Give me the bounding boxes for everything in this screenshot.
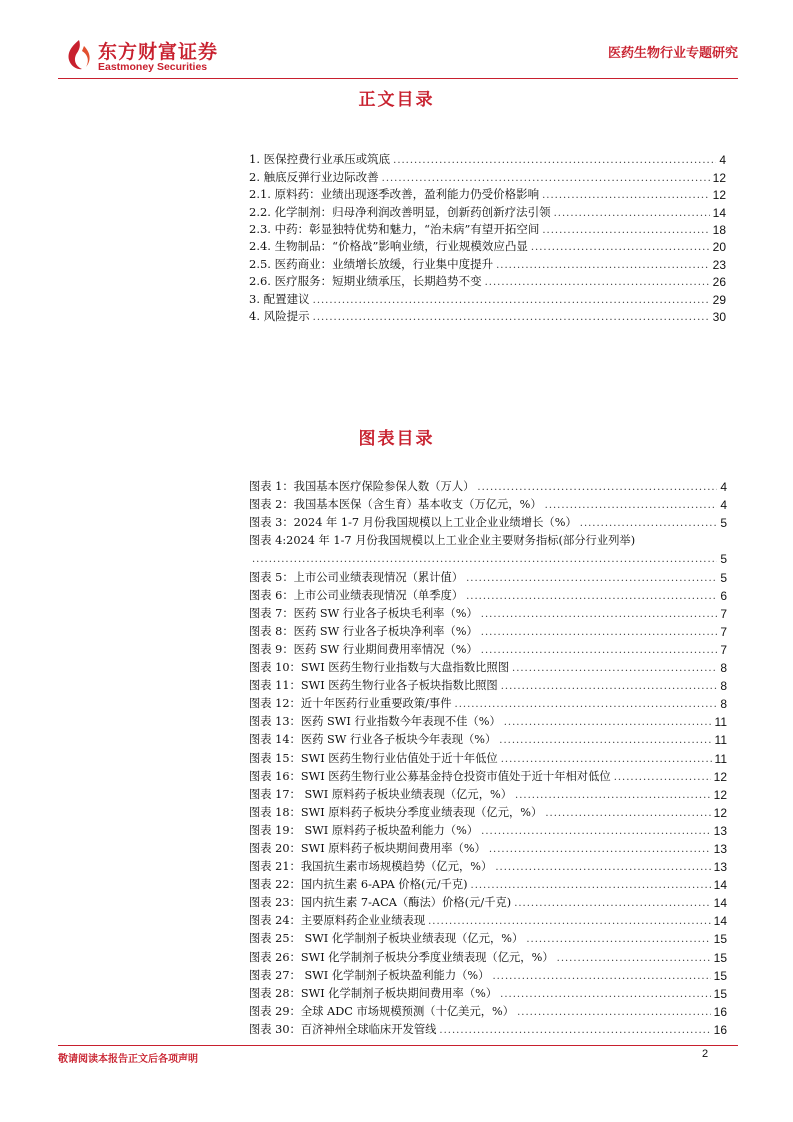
entry-page-number: 5: [720, 516, 727, 531]
entry-page-number: 11: [714, 751, 727, 766]
leader-dots: [455, 699, 718, 711]
entry-page-number: 13: [713, 841, 727, 856]
entry-page-number: 12: [712, 188, 726, 203]
entry-label: 图表 16：SWI 医药生物行业公募基金持仓投资市值处于近十年相对低位: [249, 769, 611, 783]
entry-label: 图表 19： SWI 原料药子板块盈利能力（%）: [249, 823, 479, 837]
entry-page-number: 4: [719, 153, 726, 168]
entry-label: 图表 22：国内抗生素 6-APA 价格(元/千克): [249, 878, 468, 892]
entry-page-number: 20: [712, 240, 726, 255]
entry-label: 图表 2：我国基本医保（含生育）基本收支（万亿元，%）: [249, 498, 542, 512]
figure-entry[interactable]: [249, 983, 727, 1001]
contents-entry[interactable]: [249, 307, 726, 324]
entry-label: 图表 14：医药 SW 行业各子板块今年表现（%）: [249, 733, 497, 747]
leader-dots: [477, 482, 717, 494]
figure-entry[interactable]: [249, 494, 727, 512]
page-number: 2: [702, 1048, 709, 1060]
figure-entry[interactable]: [249, 928, 727, 946]
entry-label: 图表 30：百济神州全球临床开发管线: [249, 1022, 437, 1036]
figure-entry[interactable]: [249, 946, 727, 964]
entry-label: 4. 风险提示: [249, 308, 310, 323]
leader-dots: [512, 663, 717, 675]
entry-page-number: 8: [720, 697, 727, 712]
leader-dots: [554, 208, 710, 220]
entry-page-number: 29: [712, 292, 726, 307]
leader-dots: [514, 898, 710, 910]
figure-entry[interactable]: [249, 639, 727, 657]
entry-page-number: 4: [720, 480, 727, 495]
entry-label: 2.3. 中药：彰显独特优势和魅力，“治未病”有望开拓空间: [249, 221, 540, 236]
entry-label: 图表 4:2024 年 1-7 月份我国规模以上工业企业主要财务指标(部分行业列举): [249, 534, 636, 548]
entry-page-number: 11: [714, 715, 727, 730]
entry-page-number: 8: [720, 679, 727, 694]
leader-dots: [481, 627, 718, 639]
leader-dots: [489, 844, 711, 856]
leader-dots: [495, 862, 710, 874]
entry-page-number: 12: [713, 805, 727, 820]
leader-dots: [545, 500, 718, 512]
figure-entry[interactable]: [249, 784, 727, 802]
entry-page-number: 14: [713, 914, 727, 929]
entry-label: 2. 触底反弹行业边际改善: [249, 169, 379, 184]
leader-dots: [517, 1007, 711, 1019]
figure-entry[interactable]: [249, 838, 727, 856]
entry-label: 图表 26：SWI 化学制剂子板块分季度业绩表现（亿元，%）: [249, 950, 554, 964]
figure-entry[interactable]: [249, 530, 727, 548]
entry-page-number: 23: [712, 257, 726, 272]
entry-label: 图表 25： SWI 化学制剂子板块业绩表现（亿元，%）: [249, 932, 524, 946]
figure-entry[interactable]: [249, 603, 727, 621]
figure-entry[interactable]: [249, 802, 727, 820]
entry-label: 图表 17： SWI 原料药子板块业绩表现（亿元，%）: [249, 787, 513, 801]
figures-title: 图表目录: [358, 429, 435, 449]
entry-label: 图表 15：SWI 医药生物行业估值处于近十年低位: [249, 751, 498, 765]
leader-dots: [504, 717, 712, 729]
leader-dots: [515, 790, 711, 802]
entry-label: 图表 1：我国基本医疗保险参保人数（万人）: [249, 480, 475, 494]
entry-page-number: 16: [713, 1004, 727, 1019]
leader-dots: [382, 173, 710, 185]
report-type-label: 医药生物行业专题研究: [607, 46, 738, 61]
entry-label: 图表 18：SWI 原料药子板块分季度业绩表现（亿元，%）: [249, 805, 543, 819]
figure-entry[interactable]: [249, 476, 727, 494]
contents-entry[interactable]: [249, 237, 726, 254]
contents-entry[interactable]: [249, 272, 726, 289]
entry-label: 图表 23：国内抗生素 7-ACA（酶法）价格(元/千克): [249, 896, 512, 910]
entry-page-number: 14: [712, 205, 726, 220]
contents-entry[interactable]: [249, 289, 726, 306]
leader-dots: [485, 277, 710, 289]
figure-entry[interactable]: [249, 910, 727, 928]
leader-dots: [580, 518, 718, 530]
figure-entry[interactable]: [249, 711, 727, 729]
entry-label: 2.4. 生物制品：“价格战”影响业绩，行业规模效应凸显: [249, 239, 528, 254]
figure-entry[interactable]: [249, 1019, 727, 1037]
leader-dots: [481, 609, 718, 621]
entry-page-number: 6: [720, 588, 727, 603]
leader-dots: [428, 916, 711, 928]
leader-dots: [500, 989, 710, 1001]
figure-entry[interactable]: [249, 892, 727, 910]
entry-label: 2.1. 原料药：业绩出现逐季改善，盈利能力仍受价格影响: [249, 187, 540, 202]
contents-entry[interactable]: [249, 167, 726, 184]
leader-dots: [313, 295, 710, 307]
entry-page-number: 4: [720, 498, 727, 513]
entry-page-number: 15: [713, 986, 727, 1001]
entry-label: 图表 24：主要原料药企业业绩表现: [249, 914, 426, 928]
entry-label: 1. 医保控费行业承压或筑底: [249, 152, 391, 167]
entry-label: 图表 8：医药 SW 行业各子板块净利率（%）: [249, 624, 478, 638]
leader-dots: [542, 190, 710, 202]
entry-page-number: 18: [712, 222, 726, 237]
entry-page-number: 15: [713, 950, 727, 965]
leader-dots: [481, 826, 710, 838]
figure-entry[interactable]: [249, 766, 727, 784]
leader-dots: [496, 260, 710, 272]
footer-divider: [58, 1045, 738, 1046]
entry-label: 图表 28：SWI 化学制剂子板块期间费用率（%）: [249, 986, 498, 1000]
footer-disclaimer: 敬请阅读本报告正文后各项声明: [58, 1054, 198, 1065]
page-header: [58, 34, 738, 78]
figure-entry[interactable]: [249, 1001, 727, 1019]
leader-dots: [499, 735, 711, 747]
entry-label: 图表 7：医药 SW 行业各子板块毛利率（%）: [249, 606, 478, 620]
header-divider: [58, 78, 738, 79]
entry-page-number: 7: [720, 642, 727, 657]
leader-dots: [466, 591, 717, 603]
entry-page-number: 26: [712, 275, 726, 290]
contents-list: [249, 150, 726, 324]
leader-dots: [557, 953, 711, 965]
leader-dots: [545, 808, 710, 820]
entry-page-number: 15: [713, 932, 727, 947]
entry-label: 图表 12：近十年医药行业重要政策/事件: [249, 697, 452, 711]
entry-label: 图表 9：医药 SW 行业期间费用率情况（%）: [249, 642, 478, 656]
figure-entry[interactable]: [249, 729, 727, 747]
leader-dots: [481, 645, 718, 657]
contents-entry[interactable]: [249, 220, 726, 237]
contents-entry[interactable]: [249, 150, 726, 167]
entry-label: 图表 6：上市公司业绩表现情况（单季度）: [249, 588, 464, 602]
entry-page-number: 7: [720, 606, 727, 621]
entry-page-number: 11: [714, 733, 727, 748]
figure-entry[interactable]: [249, 512, 727, 530]
entry-page-number: 30: [712, 309, 726, 324]
entry-page-number: 16: [713, 1022, 727, 1037]
leader-dots: [542, 225, 709, 237]
entry-page-number: 12: [713, 769, 727, 784]
leader-dots: [466, 573, 717, 585]
contents-entry[interactable]: [249, 254, 726, 271]
entry-label: 图表 21：我国抗生素市场规模趋势（亿元，%）: [249, 860, 493, 874]
entry-page-number: 13: [713, 823, 727, 838]
entry-page-number: 12: [712, 170, 726, 185]
entry-label: 2.2. 化学制剂：归母净利润改善明显，创新药创新疗法引领: [249, 204, 551, 219]
figure-entry[interactable]: [249, 548, 727, 566]
leader-dots: [393, 155, 716, 167]
entry-page-number: 5: [720, 570, 727, 585]
figure-entry[interactable]: [249, 965, 727, 983]
contents-title: 正文目录: [358, 90, 435, 110]
entry-page-number: 7: [720, 624, 727, 639]
entry-page-number: 14: [713, 896, 727, 911]
eastmoney-logo-icon: [64, 38, 94, 72]
entry-label: 图表 5：上市公司业绩表现情况（累计值）: [249, 570, 464, 584]
logo-english-name: Eastmoney Securities: [98, 61, 208, 73]
entry-label: 3. 配置建议: [249, 291, 310, 306]
entry-label: 图表 13：医药 SWI 行业指数今年表现不佳（%）: [249, 715, 501, 729]
figure-entry[interactable]: [249, 585, 727, 603]
figure-entry[interactable]: [249, 693, 727, 711]
contents-entry[interactable]: [249, 185, 726, 202]
leader-dots: [313, 312, 710, 324]
entry-page-number: 8: [720, 661, 727, 676]
entry-page-number: 13: [713, 860, 727, 875]
entry-label: 2.6. 医疗服务：短期业绩承压，长期趋势不变: [249, 274, 482, 289]
leader-dots: [501, 754, 712, 766]
leader-dots: [439, 1025, 710, 1037]
entry-label: 图表 20：SWI 原料药子板块期间费用率（%）: [249, 841, 486, 855]
leader-dots: [492, 971, 710, 983]
leader-dots: [252, 554, 717, 566]
eastmoney-logo: [58, 34, 298, 78]
leader-dots: [531, 242, 710, 254]
leader-dots: [501, 681, 718, 693]
entry-label: 图表 11：SWI 医药生物行业各子板块指数比照图: [249, 679, 498, 693]
leader-dots: [526, 934, 710, 946]
figure-entry[interactable]: [249, 747, 727, 765]
entry-label: 图表 27： SWI 化学制剂子板块盈利能力（%）: [249, 968, 490, 982]
entry-page-number: 5: [720, 552, 727, 567]
entry-page-number: 12: [713, 787, 727, 802]
entry-label: 图表 3：2024 年 1-7 月份我国规模以上工业企业业绩增长（%）: [249, 516, 577, 530]
figure-entry[interactable]: [249, 675, 727, 693]
figures-list: [249, 476, 727, 1037]
figure-entry[interactable]: [249, 820, 727, 838]
logo-chinese-name: 东方财富证券: [98, 41, 219, 63]
leader-dots: [614, 772, 711, 784]
contents-entry[interactable]: [249, 202, 726, 219]
entry-label: 图表 10：SWI 医药生物行业指数与大盘指数比照图: [249, 661, 510, 675]
leader-dots: [471, 880, 711, 892]
figure-entry[interactable]: [249, 856, 727, 874]
entry-page-number: 15: [713, 968, 727, 983]
figure-entry[interactable]: [249, 874, 727, 892]
entry-page-number: 14: [713, 878, 727, 893]
entry-label: 图表 29：全球 ADC 市场规模预测（十亿美元，%）: [249, 1004, 515, 1018]
figure-entry[interactable]: [249, 621, 727, 639]
figure-entry[interactable]: [249, 566, 727, 584]
figure-entry[interactable]: [249, 657, 727, 675]
entry-label: 2.5. 医药商业：业绩增长放缓，行业集中度提升: [249, 256, 494, 271]
